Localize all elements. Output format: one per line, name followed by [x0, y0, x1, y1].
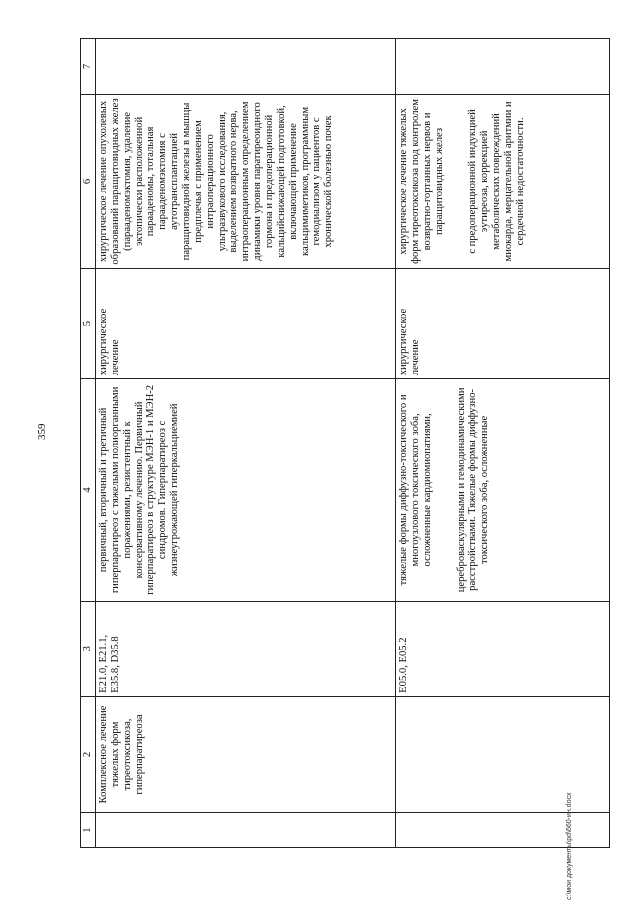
- header-col-5: 5: [81, 268, 96, 378]
- table-row: [396, 39, 610, 848]
- cell-patient-model: [396, 379, 610, 601]
- cell-icd-codes: E05.0, E05.2: [396, 601, 610, 696]
- header-col-7: 7: [81, 39, 96, 95]
- header-col-4: 4: [81, 379, 96, 601]
- treatment-method-part-2: с предоперационной индукцией эутиреоза, коррекцией метаболических повреждений миокарда, мерцательной аритмии и сердечной недостаточности.: [467, 101, 526, 262]
- cell-treatment-type: хирургическое лечение: [396, 268, 610, 378]
- header-col-2: 2: [81, 696, 96, 812]
- treatment-table: [80, 38, 610, 848]
- page-number: 359: [36, 423, 48, 440]
- cell-icd-codes: E21.0, E21.1, E35.8, D35.8: [96, 601, 396, 696]
- cell-profile-name: Комплексное лечение тяжелых форм тиреотоксикоза, гиперпаратиреоза: [96, 696, 396, 812]
- table-row: [96, 39, 396, 848]
- rotated-table-container: [80, 38, 610, 848]
- cell-col7: [96, 39, 396, 95]
- text-gap: [445, 98, 467, 265]
- header-col-6: 6: [81, 95, 96, 269]
- text-gap: [434, 382, 456, 597]
- treatment-method-part-1: хирургическое лечение тяжелых форм тиреотоксикоза под контролем возвратно-гортанных нервов и паращитовидных желез: [398, 99, 445, 264]
- cell-treatment-method: хирургическое лечение опухолевых образований паращитовидных желез (парааденомэктомия, удаление эктопически расположенной парааденомы, тотальная парааденомэктомия с аутотрансплантацией паращитовидной железы в мышцы предплечья с применением интраоперационного ультразвукового исследования, выделением возвратного нерва, интраоперационным определением динамики уровня паратиреоидного гормона и предоперационной кальцийснижающей подготовкой, включающей применение кальцимиметиков, программным гемодиализом у пациентов с хронической болезнью почек: [96, 95, 396, 269]
- footer-file-path: c:\мои документы\pd\660-ин.docx: [566, 792, 573, 900]
- header-col-3: 3: [81, 601, 96, 696]
- cell-number: [396, 813, 610, 848]
- cell-patient-model: первичный, вторичный и третичный гиперпаратиреоз с тяжелыми полиорганными поражениями, резистентный к консервативному лечению. Первичный гиперпаратиреоз в структуре МЭН-1 и МЭН-2 синдромов. Гиперпаратиреоз с жизнеугрожающей гиперкальциемией: [96, 379, 396, 601]
- header-row: [81, 39, 96, 848]
- cell-treatment-type: хирургическое лечение: [96, 268, 396, 378]
- cell-profile-name: [396, 696, 610, 812]
- cell-number: [96, 813, 396, 848]
- cell-col7: [396, 39, 610, 95]
- header-col-1: 1: [81, 813, 96, 848]
- patient-model-part-1: тяжелые формы диффузно-токсического и многоузлового токсического зоба, осложненные кардиомиопатиями,: [398, 394, 433, 586]
- patient-model-part-2: цереброваскулярными и гемодинамическими расстройствами. Тяжелые формы диффузно-токсического зоба, осложненные: [455, 387, 491, 593]
- cell-treatment-method: [396, 95, 610, 269]
